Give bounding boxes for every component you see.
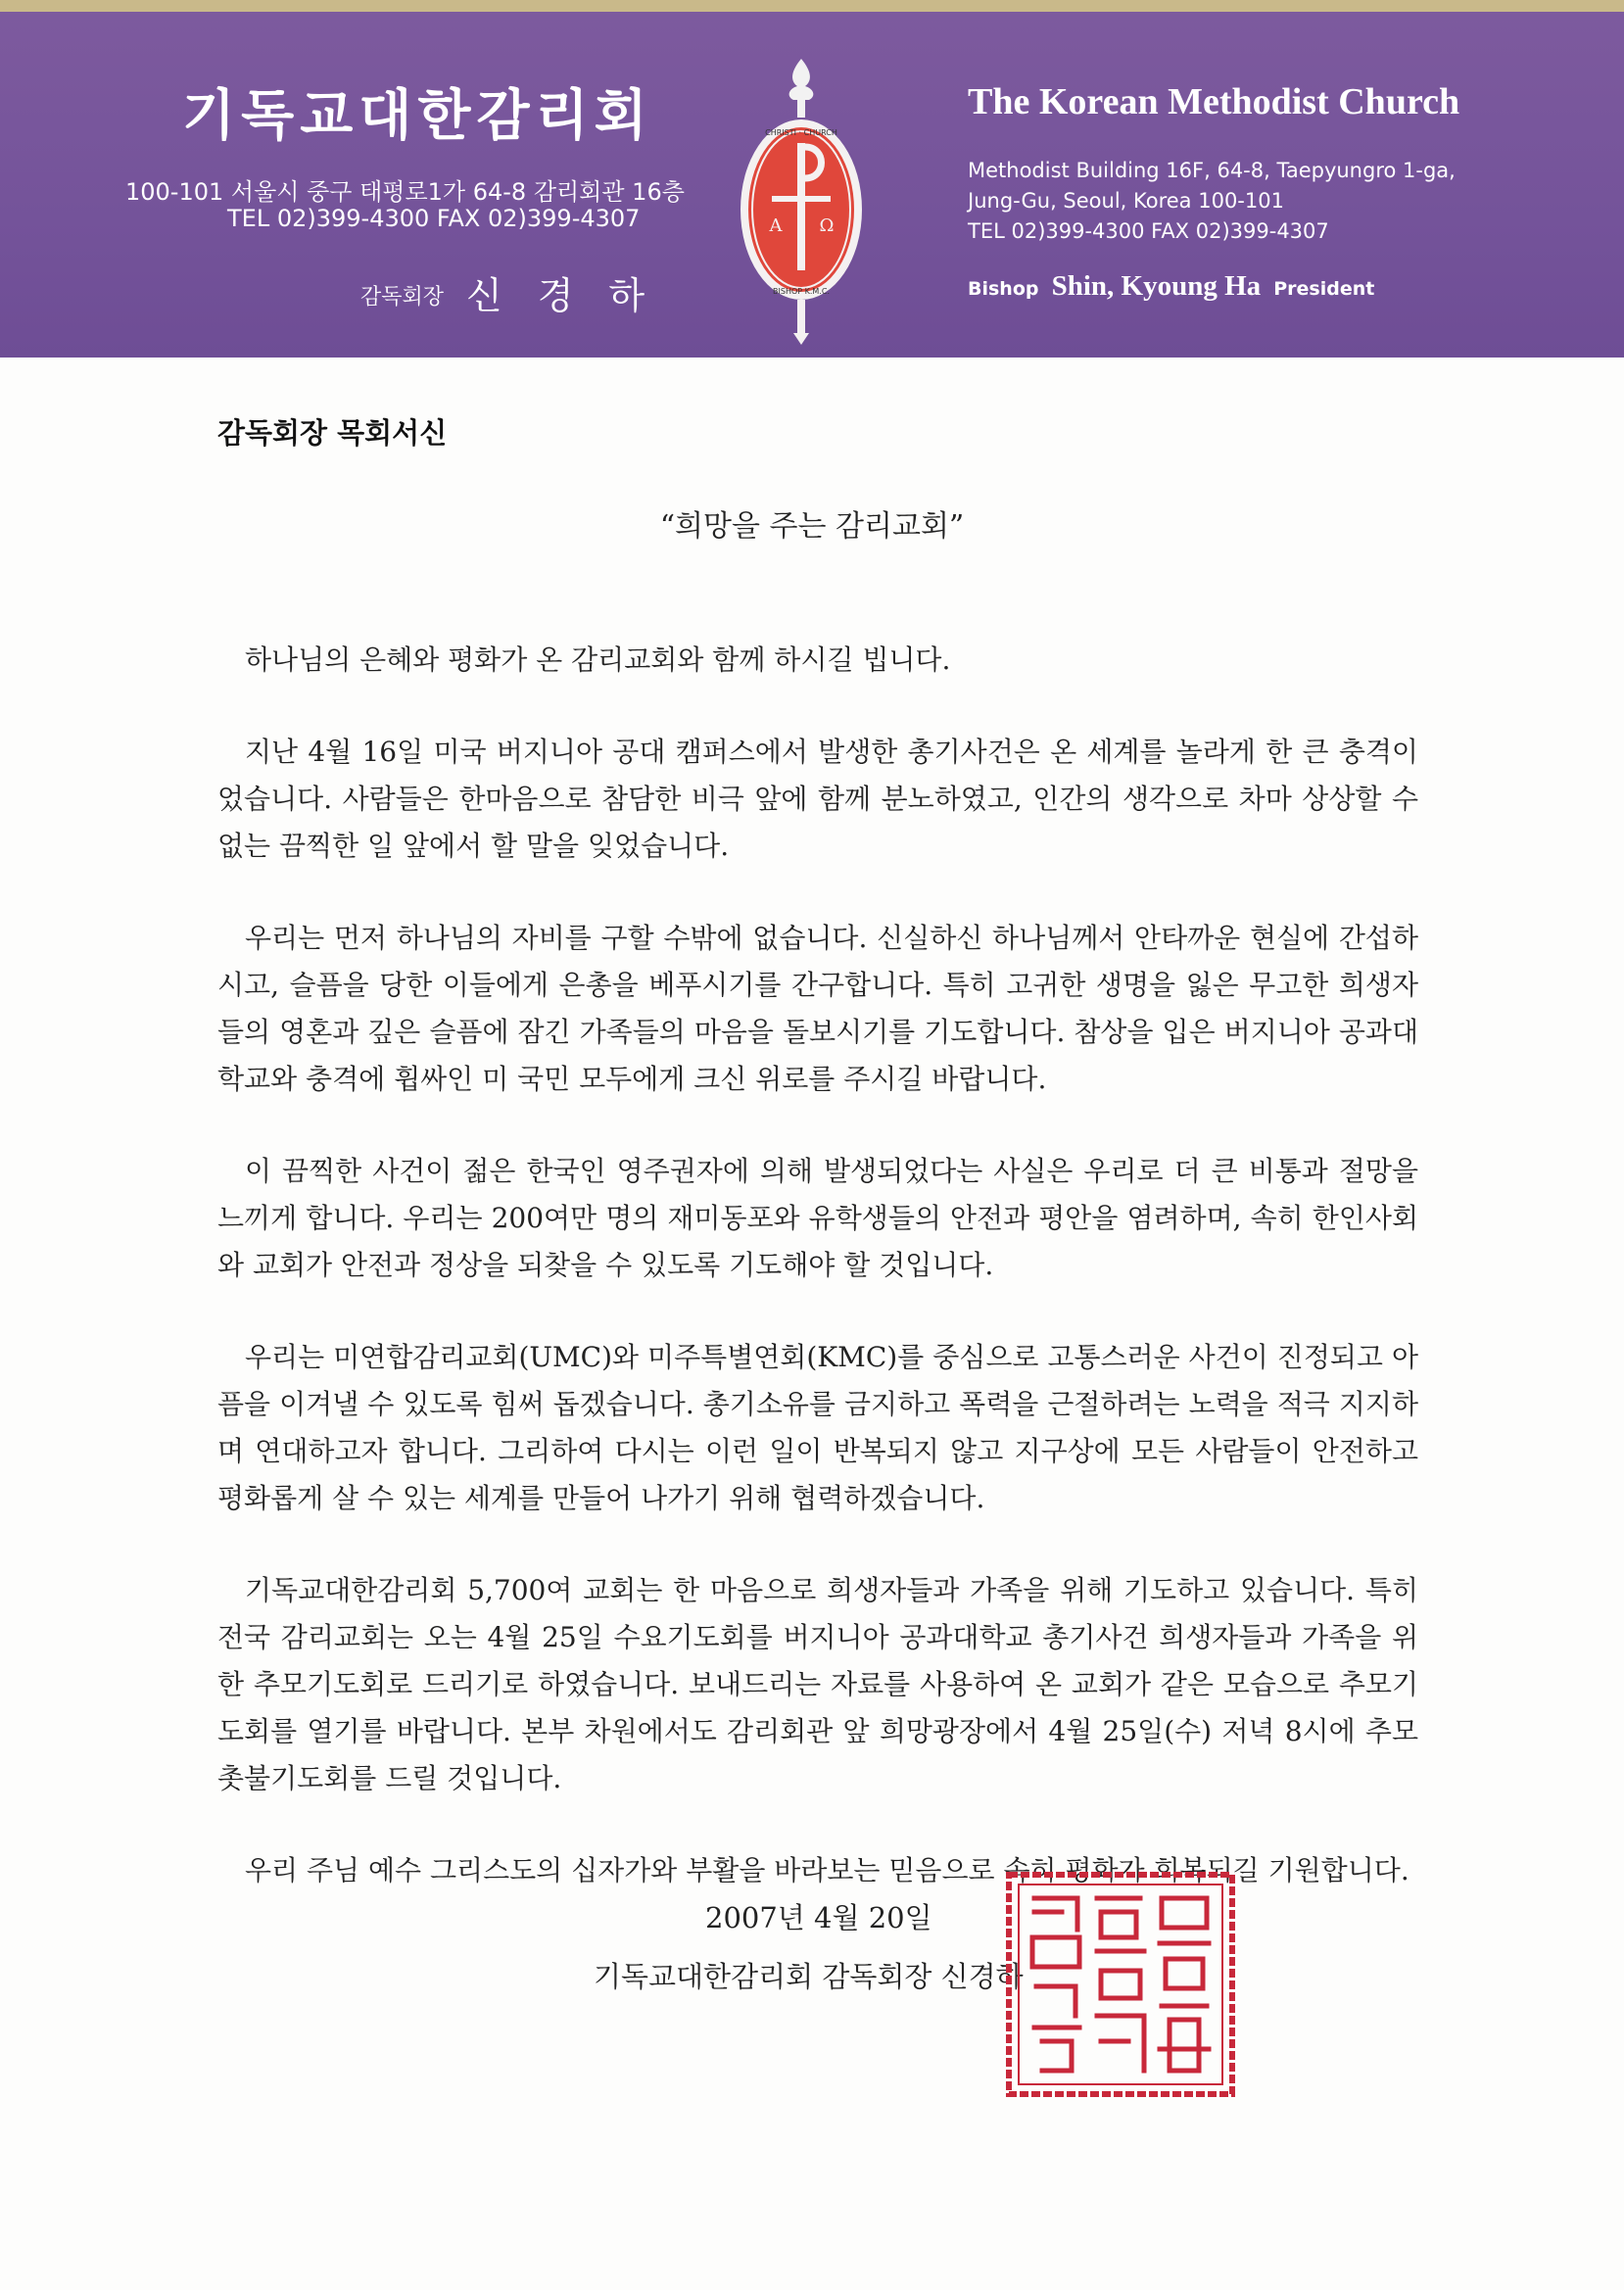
address-english-line2: Jung-Gu, Seoul, Korea 100-101 [968, 189, 1284, 213]
letter-date: 2007년 4월 20일 [705, 1901, 932, 1934]
letter-paragraph: 하나님의 은혜와 평화가 온 감리교회와 함께 하시길 빕니다. [245, 644, 951, 676]
top-gold-strip [0, 0, 1624, 12]
letter-paragraph: 우리는 미연합감리교회(UMC)와 미주특별연회(KMC)를 중심으로 고통스러운 사건이 진정되고 아픔을 이겨낼 수 있도록 힘써 돕겠습니다. 총기소유를 금지하고 폭력을 근절하려는 노력을 적극 지지하며 연대하고자 합니다. 그리하여 다시는 이런 일이 반복되지 않고 지구상에 모든 사람들이 안전하고 평화롭게 살 수 있는 세계를 만들어 나가기 위해 협력하겠습니다. [217, 1341, 1418, 1514]
church-name-english: The Korean Methodist Church [968, 81, 1460, 122]
letter-body [217, 637, 1418, 1939]
tel-fax-korean: TEL 02)399-4300 FAX 02)399-4307 [227, 205, 641, 232]
bishop-title-english: President [1273, 278, 1375, 300]
church-emblem-icon [733, 53, 870, 347]
emblem-ring-text: CHRISTI · CHURCH [765, 128, 837, 137]
bishop-name-english: Shin, Kyoung Ha [1051, 270, 1262, 302]
emblem-bottom-text: BISHOP K.M.C. [773, 287, 830, 296]
address-english-line1: Methodist Building 16F, 64-8, Taepyungro 1-ga, [968, 159, 1456, 182]
official-seal-icon [1003, 1869, 1238, 2100]
bishop-role-korean: 감독회장 [360, 285, 445, 310]
letter-paragraph: 지난 4월 16일 미국 버지니아 공대 캠퍼스에서 발생한 총기사건은 온 세계를 놀라게 한 큰 충격이었습니다. 사람들은 한마음으로 참담한 비극 앞에 함께 분노하였고, 인간의 생각으로 차마 상상할 수 없는 끔찍한 일 앞에서 할 말을 잊었습니다. [217, 736, 1418, 862]
letterhead-band [0, 12, 1624, 358]
letter-paragraph: 우리는 먼저 하나님의 자비를 구할 수밖에 없습니다. 신실하신 하나님께서 안타까운 현실에 간섭하시고, 슬픔을 당한 이들에게 은총을 베푸시기를 간구합니다. 특히 고귀한 생명을 잃은 무고한 희생자들의 영혼과 깊은 슬픔에 잠긴 가족들의 마음을 돌보시기를 기도합니다. 참상을 입은 버지니아 공과대학교와 충격에 휩싸인 미 국민 모두에게 크신 위로를 주시길 바랍니다. [217, 922, 1418, 1095]
bishop-name-korean: 신경하 [466, 274, 681, 317]
emblem-omega: Ω [819, 215, 835, 236]
letter-title: “희망을 주는 감리교회” [659, 509, 965, 544]
address-korean: 100-101 서울시 중구 태평로1가 64-8 감리회관 16층 [125, 178, 685, 206]
emblem-alpha: Α [769, 215, 783, 236]
letter-paragraph: 기독교대한감리회 5,700여 교회는 한 마음으로 희생자들과 가족을 위해 기도하고 있습니다. 특히 전국 감리교회는 오는 4월 25일 수요기도회를 버지니아 공과대학교 총기사건 희생자들과 가족을 위한 추모기도회로 드리기로 하였습니다. 보내드리는 자료를 사용하여 온 교회가 같은 모습으로 추모기도회를 열기를 바랍니다. 본부 차원에서도 감리회관 앞 희망광장에서 4월 25일(수) 저녁 8시에 추모촛불기도회를 드릴 것입니다. [217, 1574, 1418, 1794]
bishop-row-english [968, 270, 1374, 303]
letter-paragraph: 이 끔찍한 사건이 젊은 한국인 영주권자에 의해 발생되었다는 사실은 우리로 더 큰 비통과 절망을 느끼게 합니다. 우리는 200여만 명의 재미동포와 유학생들의 안전과 평안을 염려하며, 속히 한인사회와 교회가 안전과 정상을 되찾을 수 있도록 기도해야 할 것입니다. [217, 1155, 1418, 1281]
tel-fax-english: TEL 02)399-4300 FAX 02)399-4307 [968, 219, 1329, 243]
letter-paragraph: 우리 주님 예수 그리스도의 십자가와 부활을 바라보는 믿음으로 속히 평화가 회복되길 기원합니다. [245, 1854, 1409, 1886]
church-name-korean: 기독교대한감리회 [182, 83, 653, 148]
letter-signature: 기독교대한감리회 감독회장 신경하 [594, 1960, 1024, 1993]
bishop-label-english: Bishop [968, 278, 1039, 300]
letter-heading: 감독회장 목회서신 [217, 416, 448, 450]
